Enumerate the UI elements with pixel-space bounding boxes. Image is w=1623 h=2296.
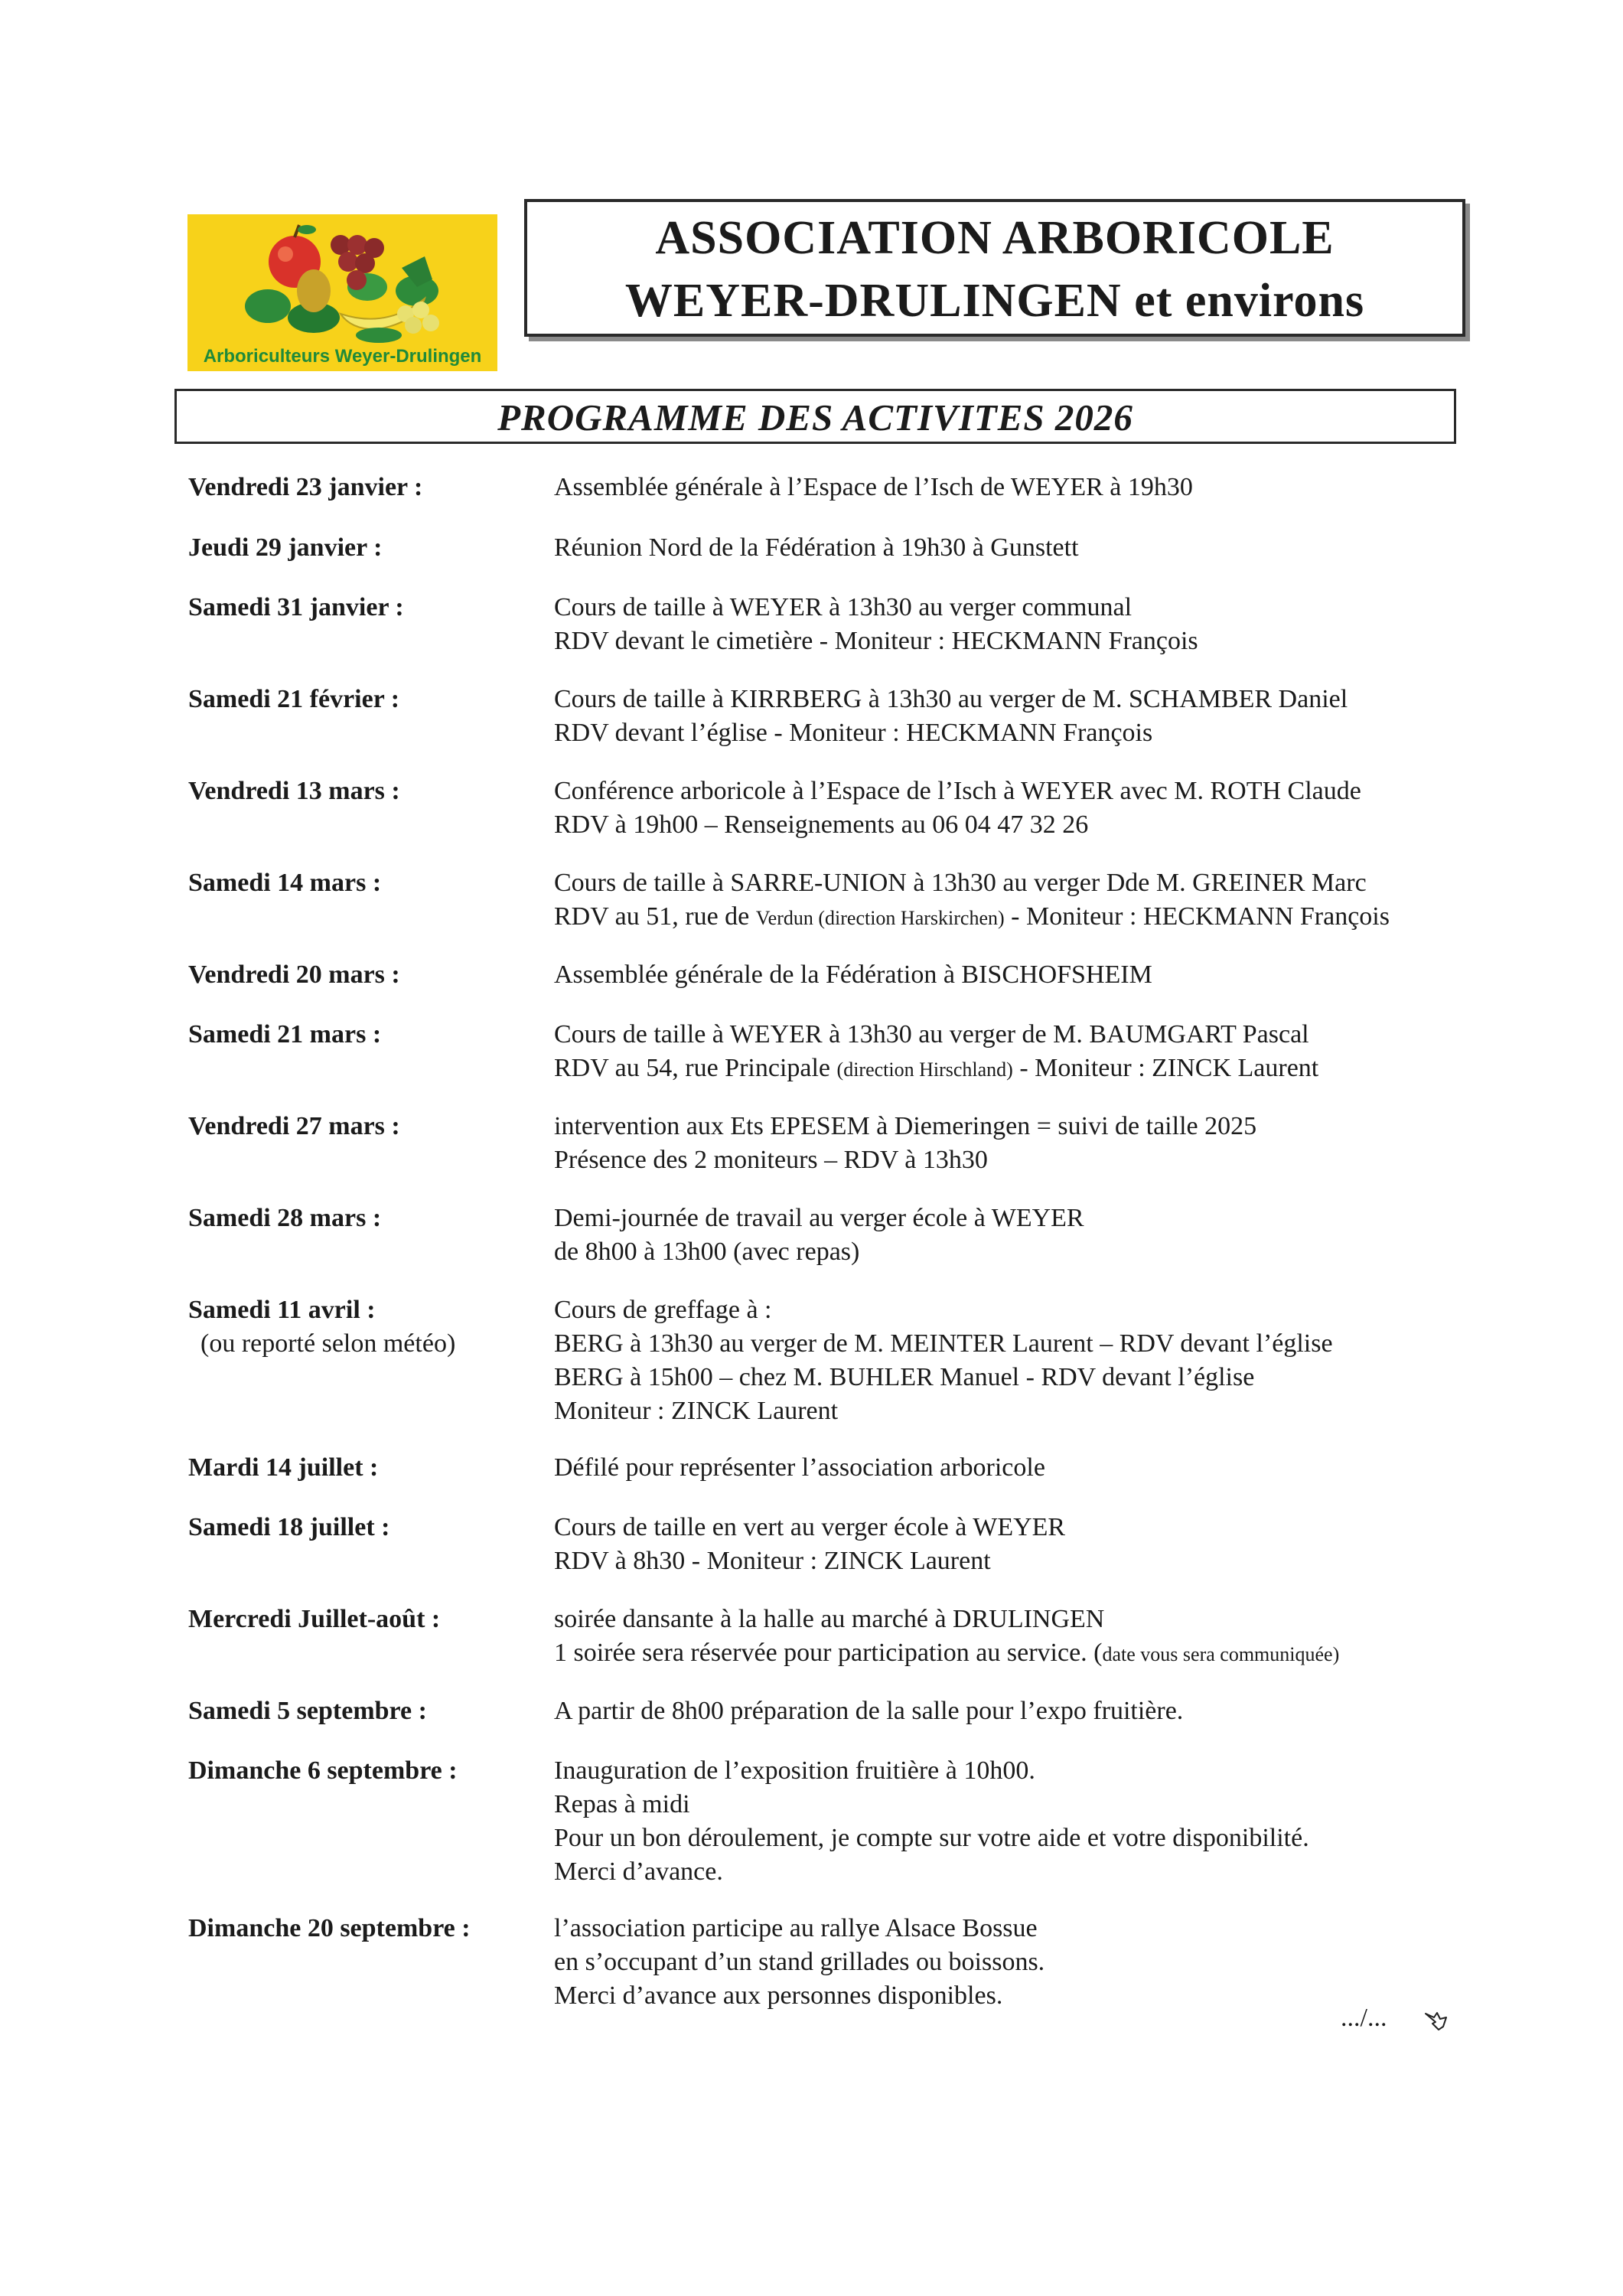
title-line-1: ASSOCIATION ARBORICOLE bbox=[655, 212, 1335, 264]
event-description bbox=[554, 1202, 1495, 1269]
event-line: RDV à 19h00 – Renseignements au 06 04 47 32 26 bbox=[554, 810, 1089, 839]
pointing-hand-icon bbox=[1423, 2010, 1449, 2033]
event-date: Mercredi Juillet-août : bbox=[188, 1605, 441, 1633]
event-line: BERG à 15h00 – chez M. BUHLER Manuel - RDV devant l’église bbox=[554, 1363, 1255, 1391]
event-date: Samedi 21 février : bbox=[188, 685, 400, 713]
event-line: soirée dansante à la halle au marché à DRULINGEN bbox=[554, 1605, 1105, 1633]
event-description bbox=[554, 531, 1495, 565]
association-logo bbox=[187, 214, 497, 371]
event-date: Vendredi 23 janvier : bbox=[188, 473, 423, 501]
event-line: RDV à 8h30 - Moniteur : ZINCK Laurent bbox=[554, 1547, 991, 1575]
event-description bbox=[554, 1603, 1495, 1671]
event-description bbox=[554, 1912, 1495, 2013]
event-date: Samedi 14 mars : bbox=[188, 869, 382, 897]
event-description bbox=[554, 1694, 1495, 1728]
event-line: Pour un bon déroulement, je compte sur votre aide et votre disponibilité. bbox=[554, 1824, 1309, 1852]
event-date: Vendredi 13 mars : bbox=[188, 777, 400, 805]
event-line-text: - Moniteur : ZINCK Laurent bbox=[1012, 1054, 1319, 1082]
event-line: intervention aux Ets EPESEM à Diemeringen = suivi de taille 2025 bbox=[554, 1112, 1257, 1140]
event-line: Repas à midi bbox=[554, 1790, 690, 1818]
event-description bbox=[554, 1018, 1495, 1087]
event-date: Samedi 11 avril : bbox=[188, 1296, 376, 1324]
event-line-text: 1 soirée sera réservée pour participation au service. ( bbox=[554, 1639, 1103, 1667]
event-date: Samedi 18 juillet : bbox=[188, 1513, 390, 1541]
event-line-small-text: (direction Hirschland) bbox=[836, 1058, 1013, 1081]
event-date: Dimanche 20 septembre : bbox=[188, 1914, 471, 1942]
program-title: PROGRAMME DES ACTIVITES 2026 bbox=[497, 396, 1133, 439]
event-line: A partir de 8h00 préparation de la salle pour l’expo fruitière. bbox=[554, 1697, 1184, 1725]
event-date: Vendredi 27 mars : bbox=[188, 1112, 400, 1140]
event-line: Inauguration de l’exposition fruitière à 10h00. bbox=[554, 1756, 1035, 1785]
event-line: Réunion Nord de la Fédération à 19h30 à Gunstett bbox=[554, 533, 1079, 562]
event-description bbox=[554, 1110, 1495, 1177]
event-date: Vendredi 20 mars : bbox=[188, 960, 400, 989]
event-date: Mardi 14 juillet : bbox=[188, 1453, 379, 1482]
event-line: RDV devant le cimetière - Moniteur : HECKMANN François bbox=[554, 627, 1198, 655]
event-description bbox=[554, 471, 1495, 504]
event-description bbox=[554, 866, 1495, 935]
event-line: Présence des 2 moniteurs – RDV à 13h30 bbox=[554, 1146, 988, 1174]
event-line: de 8h00 à 13h00 (avec repas) bbox=[554, 1238, 860, 1266]
event-line bbox=[554, 900, 1495, 935]
event-line bbox=[554, 1636, 1495, 1671]
fruit-basket-icon bbox=[187, 214, 497, 344]
event-line: Conférence arboricole à l’Espace de l’Isch à WEYER avec M. ROTH Claude bbox=[554, 777, 1361, 805]
event-line: Merci d’avance aux personnes disponibles. bbox=[554, 1981, 1003, 2010]
event-date: Jeudi 29 janvier : bbox=[188, 533, 383, 562]
event-line: Cours de taille à WEYER à 13h30 au verger communal bbox=[554, 593, 1133, 621]
event-date: Samedi 31 janvier : bbox=[188, 593, 404, 621]
event-line-text: RDV au 51, rue de bbox=[554, 902, 756, 931]
event-line: Merci d’avance. bbox=[554, 1857, 723, 1886]
event-line: Demi-journée de travail au verger école à WEYER bbox=[554, 1204, 1084, 1232]
event-line: Cours de taille à WEYER à 13h30 au verger de M. BAUMGART Pascal bbox=[554, 1020, 1309, 1049]
continuation-marker: .../... bbox=[1341, 2004, 1387, 2032]
event-line: Cours de taille à KIRRBERG à 13h30 au verger de M. SCHAMBER Daniel bbox=[554, 685, 1348, 713]
event-description bbox=[554, 591, 1495, 658]
association-title-box bbox=[524, 199, 1465, 337]
event-date: Dimanche 6 septembre : bbox=[188, 1756, 458, 1785]
event-line: en s’occupant d’un stand grillades ou boissons. bbox=[554, 1948, 1045, 1976]
event-line-small-text: date vous sera communiquée) bbox=[1102, 1643, 1340, 1665]
event-line: Cours de taille en vert au verger école à WEYER bbox=[554, 1513, 1066, 1541]
event-line-text: - Moniteur : HECKMANN François bbox=[1004, 902, 1390, 931]
program-title-box bbox=[174, 389, 1456, 444]
event-line: RDV devant l’église - Moniteur : HECKMANN François bbox=[554, 719, 1153, 747]
event-description bbox=[554, 1511, 1495, 1578]
event-description bbox=[554, 775, 1495, 842]
event-line: l’association participe au rallye Alsace Bossue bbox=[554, 1914, 1038, 1942]
event-line bbox=[554, 1052, 1495, 1087]
title-line-2: WEYER-DRULINGEN et environs bbox=[624, 275, 1365, 327]
event-description bbox=[554, 1451, 1495, 1485]
event-line: Cours de greffage à : bbox=[554, 1296, 772, 1324]
event-description bbox=[554, 683, 1495, 750]
event-line: Moniteur : ZINCK Laurent bbox=[554, 1397, 839, 1425]
event-line-text: RDV au 54, rue Principale bbox=[554, 1054, 837, 1082]
event-date-note: (ou reporté selon météo) bbox=[200, 1329, 456, 1358]
event-description bbox=[554, 1293, 1495, 1428]
event-date: Samedi 5 septembre : bbox=[188, 1697, 427, 1725]
event-line: BERG à 13h30 au verger de M. MEINTER Laurent – RDV devant l’église bbox=[554, 1329, 1333, 1358]
logo-caption: Arboriculteurs Weyer-Drulingen bbox=[203, 346, 482, 367]
event-date: Samedi 28 mars : bbox=[188, 1204, 382, 1232]
event-description bbox=[554, 1754, 1495, 1889]
event-line: Assemblée générale à l’Espace de l’Isch de WEYER à 19h30 bbox=[554, 473, 1193, 501]
event-line-small-text: Verdun (direction Harskirchen) bbox=[755, 907, 1005, 929]
event-line: Défilé pour représenter l’association arboricole bbox=[554, 1453, 1045, 1482]
event-date: Samedi 21 mars : bbox=[188, 1020, 382, 1049]
event-line: Assemblée générale de la Fédération à BISCHOFSHEIM bbox=[554, 960, 1152, 989]
event-line: Cours de taille à SARRE-UNION à 13h30 au verger Dde M. GREINER Marc bbox=[554, 869, 1367, 897]
event-description bbox=[554, 958, 1495, 992]
